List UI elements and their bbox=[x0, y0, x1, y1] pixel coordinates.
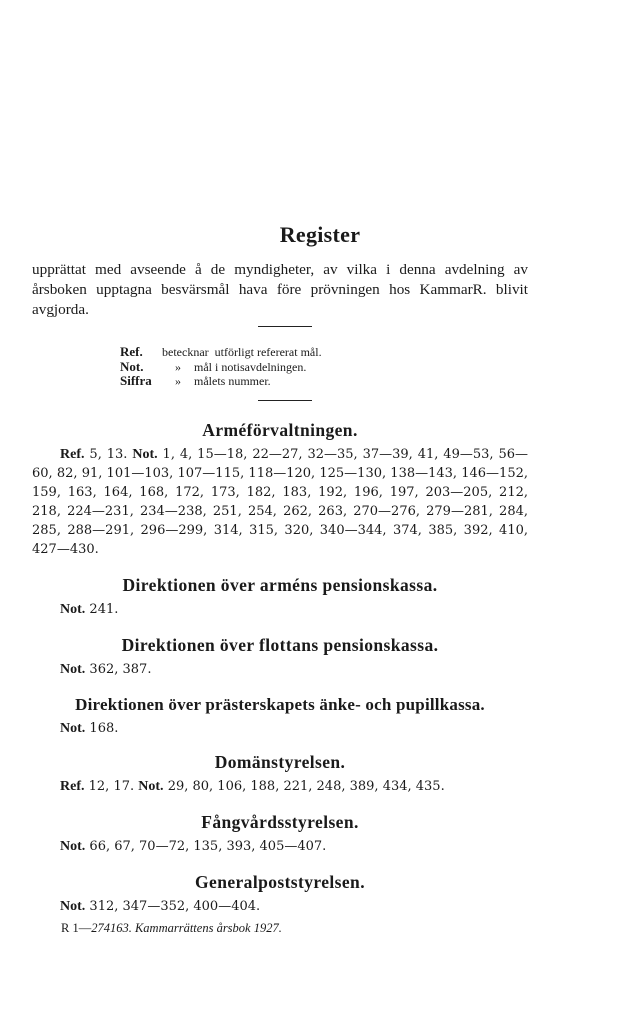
section-title: Direktionen över arméns pensionskassa. bbox=[122, 575, 438, 595]
section-body bbox=[32, 660, 528, 679]
legend-abbr: Siffra bbox=[120, 373, 152, 388]
legend bbox=[120, 345, 322, 389]
not-numbers: 29, 80, 106, 188, 221, 248, 389, 434, 435. bbox=[167, 779, 445, 794]
section-domanstyrelsen bbox=[32, 752, 528, 796]
not-label: Not. bbox=[132, 447, 158, 462]
section-generalpoststyrelsen bbox=[32, 872, 528, 916]
ref-numbers: 5, 13. bbox=[89, 447, 128, 462]
signature-text: 274163. Kammarrättens årsbok 1927. bbox=[91, 921, 282, 935]
not-label: Not. bbox=[60, 839, 86, 854]
intro-paragraph bbox=[32, 260, 528, 320]
ref-label: Ref. bbox=[60, 447, 85, 462]
section-title: Direktionen över flottans pensionskassa. bbox=[121, 635, 439, 655]
section-title: Domänstyrelsen. bbox=[214, 752, 346, 772]
section-body bbox=[32, 600, 528, 619]
not-numbers: 1, 4, 15—18, 22—27, 32—35, 37—39, 41, 49—53, 56—60, 82, 91, 101—103, 107—115, 118—120, 125—130, 138—143, 146—152, 159, 163, 164, 168, 172, 173, 182, 183, 192, 196, 197, 203—205, 212, 218, 224—231, 234—238, 251, 254, 262, 263, 270—276, 279—281, 284, 285, 288—291, 296—299, 314, 315, 320, 340—344, 374, 385, 392, 410, 427—430. bbox=[32, 447, 528, 557]
ref-numbers: 12, 17. bbox=[88, 779, 135, 794]
section-body bbox=[32, 719, 528, 738]
not-numbers: 241. bbox=[89, 602, 119, 617]
not-label: Not. bbox=[60, 721, 86, 736]
section-body bbox=[32, 897, 528, 916]
section-flottans-pensionskassa bbox=[32, 635, 528, 679]
legend-abbr: Not. bbox=[120, 358, 144, 374]
section-body bbox=[32, 777, 528, 796]
legend-row bbox=[120, 345, 322, 360]
ref-label: Ref. bbox=[60, 779, 85, 794]
printer-signature bbox=[61, 921, 282, 936]
divider-top bbox=[258, 326, 312, 327]
section-title: Generalpoststyrelsen. bbox=[195, 872, 365, 892]
not-label: Not. bbox=[60, 662, 86, 677]
section-title: Fångvårdsstyrelsen. bbox=[201, 812, 359, 832]
section-arme-pensionskassa bbox=[32, 575, 528, 619]
page-title: Register bbox=[279, 222, 361, 247]
section-title: Direktionen över prästerskapets änke- och pupillkassa. bbox=[75, 695, 485, 714]
legend-text: mål i notisavdelningen. bbox=[194, 359, 307, 374]
not-label: Not. bbox=[60, 602, 86, 617]
not-label: Not. bbox=[60, 899, 86, 914]
legend-text: målets nummer. bbox=[194, 374, 271, 388]
legend-row bbox=[120, 360, 322, 375]
legend-mark: betecknar bbox=[162, 345, 209, 359]
intro-text: upprättat med avseende å de myndigheter, av vilka i denna avdelning av årsboken upptagna besvärsmål hava före prövningen hos KammarR. blivit avgjorda. bbox=[32, 261, 528, 318]
section-title: Arméförvaltningen. bbox=[202, 420, 358, 440]
legend-mark: » bbox=[175, 359, 181, 374]
not-label: Not. bbox=[138, 779, 164, 794]
legend-row bbox=[120, 374, 322, 389]
section-armeforvaltningen bbox=[32, 420, 528, 559]
not-numbers: 362, 387. bbox=[89, 662, 152, 677]
divider-bottom bbox=[258, 400, 312, 401]
not-numbers: 168. bbox=[89, 721, 119, 736]
section-fangvardsstyrelsen bbox=[32, 812, 528, 856]
section-body bbox=[32, 445, 528, 559]
section-prasterskapets-kassa bbox=[32, 695, 528, 738]
not-numbers: 312, 347—352, 400—404. bbox=[89, 899, 261, 914]
legend-abbr: Ref. bbox=[120, 344, 143, 359]
legend-mark: » bbox=[175, 374, 181, 388]
section-body bbox=[32, 837, 528, 856]
not-numbers: 66, 67, 70—72, 135, 393, 405—407. bbox=[89, 839, 327, 854]
signature-mark: R 1— bbox=[61, 921, 92, 935]
legend-text: utförligt refererat mål. bbox=[214, 345, 322, 359]
